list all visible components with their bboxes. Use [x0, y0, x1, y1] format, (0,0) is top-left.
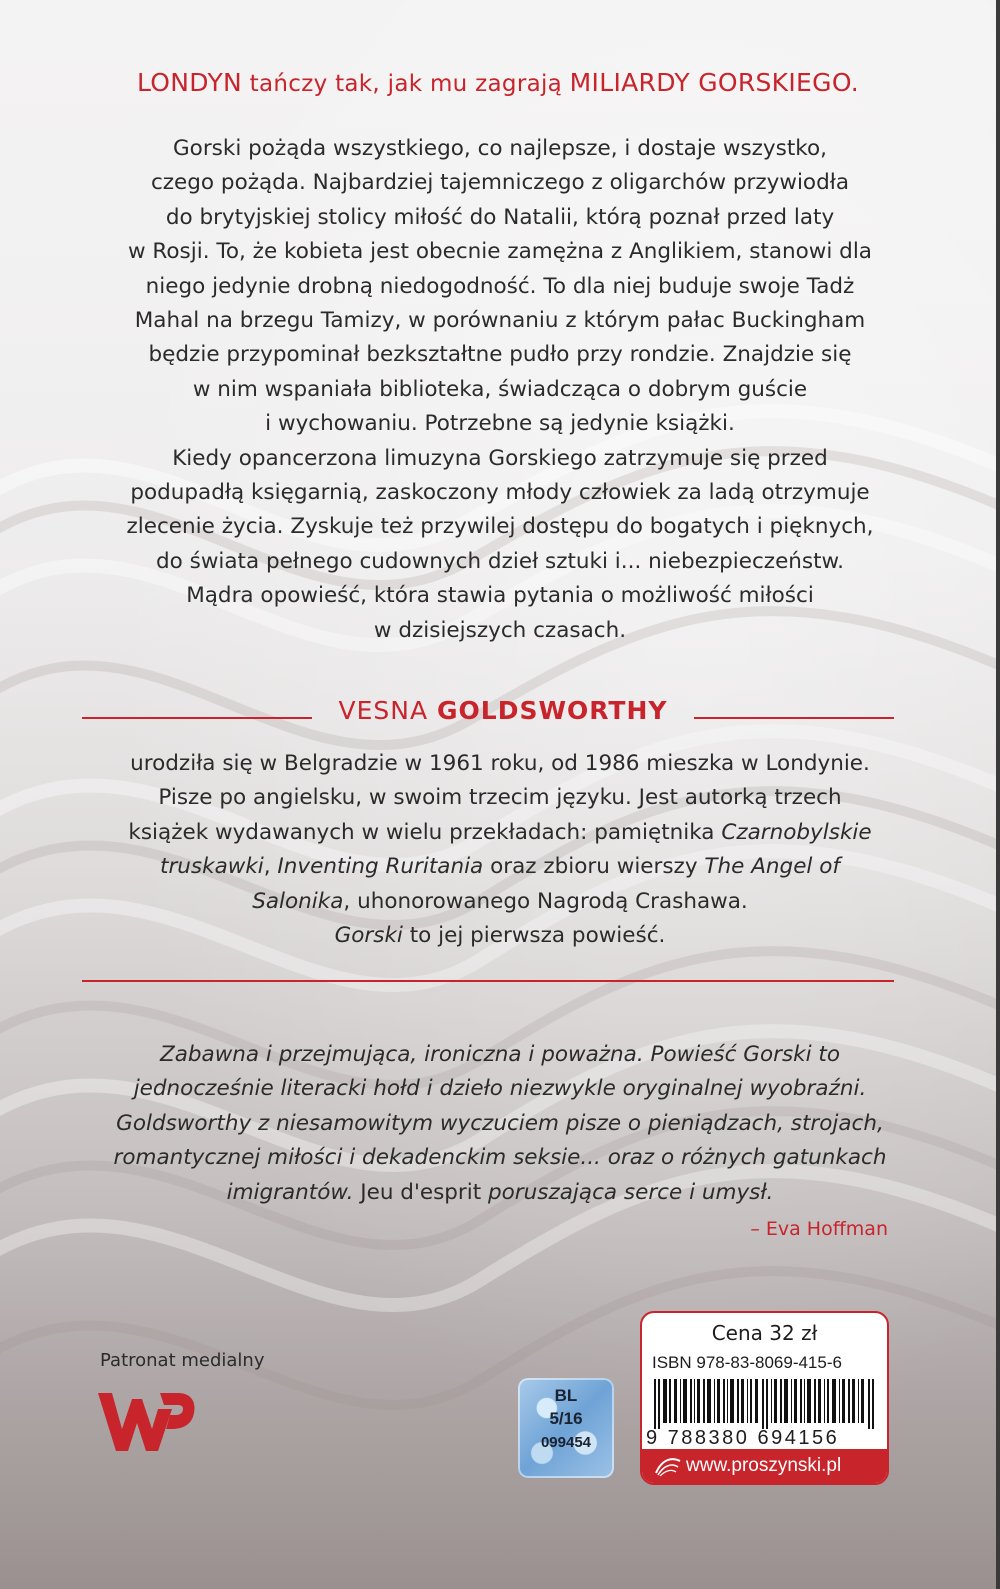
author-rule-left — [82, 717, 312, 719]
quote-line: poruszająca serce i umysł. — [481, 1179, 774, 1205]
bio-title-gorski: Gorski — [334, 923, 403, 949]
bio-line: oraz zbioru wierszy — [483, 854, 705, 880]
sticker-line-3: 099454 — [540, 1434, 592, 1451]
bio-line: urodziła się w Belgradzie w 1961 roku, od 1986 mieszka w Londynie. — [130, 751, 870, 776]
price-label: Cena 32 zł — [711, 1321, 818, 1345]
bio-title-salonika: Salonika — [252, 888, 344, 914]
bio-sep: , — [263, 854, 278, 880]
library-sticker — [518, 1378, 614, 1478]
synopsis-line: czego pożąda. Najbardziej tajemniczego z oligarchów przywiodła — [150, 170, 850, 196]
synopsis-line: Kiedy opancerzona limuzyna Gorskiego zatrzymuje się przed — [172, 445, 828, 471]
synopsis-line: do brytyjskiej stolicy miłość do Natalii, którą poznał przed laty — [165, 204, 835, 230]
synopsis-line: Mahal na brzegu Tamizy, w porównaniu z którym pałac Buckingham — [134, 308, 866, 334]
synopsis-line: niego jedynie drobną niedogodność. To dla niej buduje swoje Tadż — [145, 273, 855, 299]
headline-billions: MILIARDY GORSKIEGO. — [569, 68, 860, 97]
headline-middle: tańczy tak, jak mu zagrają — [242, 71, 570, 97]
quote-jeu-desprit: Jeu d'esprit — [360, 1179, 482, 1205]
synopsis-paragraph-2 — [60, 442, 940, 580]
wp-logo-icon — [96, 1385, 196, 1457]
price-barcode-box — [640, 1311, 889, 1485]
synopsis-line: podupadłą księgarnią, zaskoczony młody człowiek za ladą otrzymuje — [130, 480, 870, 506]
synopsis-paragraph-3 — [60, 579, 940, 648]
barcode-digits: 9 788380 694156 — [646, 1427, 840, 1449]
media-patron-label: Patronat medialny — [100, 1350, 265, 1371]
author-heading — [82, 692, 894, 742]
synopsis-line: w dzisiejszych czasach. — [373, 617, 627, 643]
quote-line: Zabawna i przejmująca, ironiczna i poważna. Powieść Gorski to — [159, 1042, 840, 1067]
synopsis-line: będzie przypominał bezkształtne pudło przy rondzie. Znajdzie się — [148, 342, 852, 368]
bio-line: Pisze po angielsku, w swoim trzecim języku. Jest autorką trzech — [158, 785, 842, 811]
quote-line: imigrantów. — [226, 1179, 361, 1205]
author-first-name: VESNA — [338, 696, 438, 725]
author-bio — [60, 747, 940, 953]
headline-london: LONDYN — [136, 68, 243, 97]
synopsis-line: do świata pełnego cudownych dzieł sztuki i... niebezpieczeństw. — [155, 548, 844, 574]
bio-line: to jej pierwsza powieść. — [402, 923, 666, 949]
barcode-icon — [652, 1379, 878, 1429]
synopsis-line: w nim wspaniała biblioteka, świadcząca o dobrym guście — [192, 376, 808, 402]
bio-title-chernobyl: Czarnobylskie — [721, 819, 872, 845]
bio-title-ruritania: Inventing Ruritania — [277, 854, 484, 880]
synopsis-line: Gorski pożąda wszystkiego, co najlepsze, i dostaje wszystko, — [173, 136, 827, 161]
synopsis-paragraph-1 — [60, 132, 940, 442]
quote-line: jednocześnie literacki hołd i dzieło niezwykle oryginalnej wyobraźni. — [133, 1076, 867, 1102]
headline — [0, 68, 996, 97]
publisher-website-link[interactable]: www.proszynski.pl — [686, 1455, 842, 1476]
publisher-swirl-icon — [654, 1455, 682, 1477]
bio-line: , uhonorowanego Nagrodą Crashawa. — [343, 888, 748, 914]
synopsis-line: i wychowaniu. Potrzebne są jedynie książki. — [265, 411, 735, 437]
bio-title-chernobyl-cont: truskawki — [160, 854, 264, 880]
author-last-name: GOLDSWORTHY — [437, 696, 668, 725]
publisher-website-bar[interactable] — [642, 1449, 887, 1483]
bio-line: książek wydawanych w wielu przekładach: pamiętnika — [128, 819, 722, 845]
isbn-label: ISBN 978-83-8069-415-6 — [652, 1353, 842, 1372]
sticker-line-1: BL — [554, 1386, 578, 1405]
quote-attribution: – Eva Hoffman — [750, 1218, 888, 1240]
author-rule-right — [694, 717, 894, 719]
synopsis-line: Mądra opowieść, która stawia pytania o możliwość miłości — [186, 583, 814, 609]
synopsis — [60, 132, 940, 648]
sticker-line-2: 5/16 — [549, 1409, 583, 1428]
quote-line: Goldsworthy z niesamowitym wyczuciem pisze o pieniądzach, strojach, — [116, 1110, 884, 1136]
author-name — [322, 696, 684, 725]
bio-title-angel: The Angel of — [704, 854, 840, 880]
synopsis-line: w Rosji. To, że kobieta jest obecnie zamężna z Anglikiem, stanowi dla — [128, 239, 872, 265]
section-divider — [82, 980, 894, 982]
synopsis-line: zlecenie życia. Zyskuje też przywilej dostępu do bogatych i pięknych, — [126, 514, 874, 540]
quote-line: romantycznej miłości i dekadenckim seksie... oraz o różnych gatunkach — [113, 1145, 887, 1171]
sticker-text — [518, 1384, 614, 1454]
review-quote — [60, 1038, 940, 1210]
